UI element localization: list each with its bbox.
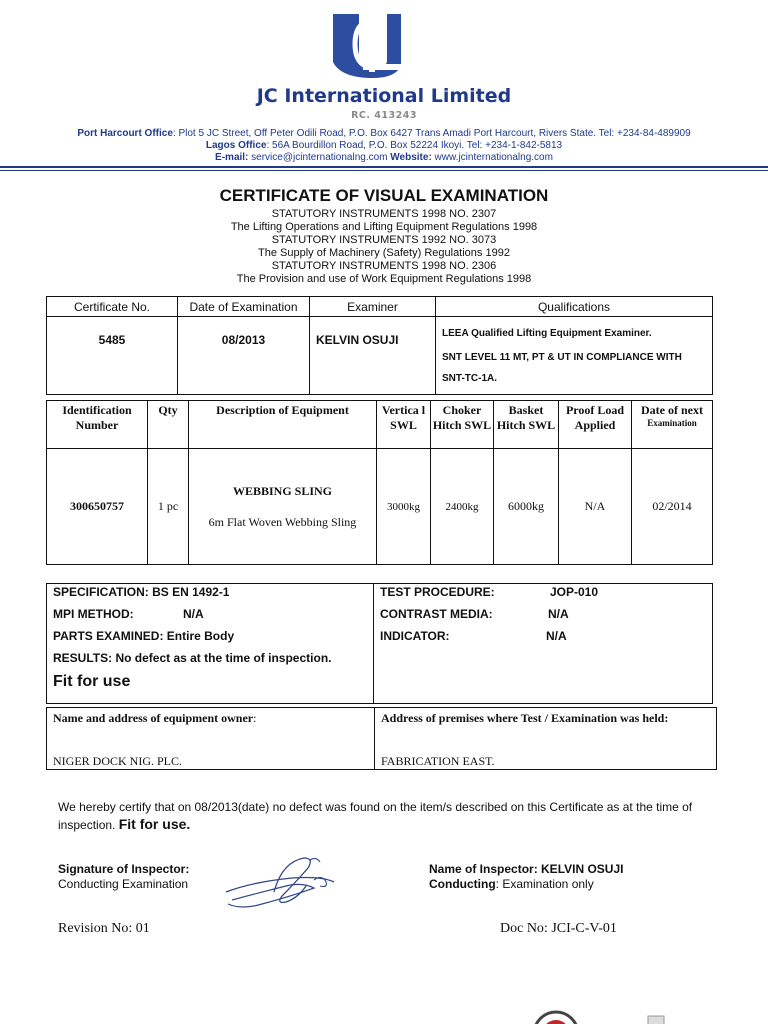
subtitle-line: STATUTORY INSTRUMENTS 1998 NO. 2307 (271, 208, 497, 220)
owner-label: Name and address of equipment owner: (53, 711, 257, 725)
header-proof-load: Proof Load Applied (559, 401, 632, 449)
subtitle-line: STATUTORY INSTRUMENTS 1998 NO. 2306 (271, 260, 497, 272)
port-harcourt-address: Port Harcourt Office: Plot 5 JC Street, Off Peter Odili Road, P.O. Box 6427 Trans Amadi Port Harcourt, Rivers State. Tel: +234-84-489909 (77, 128, 691, 139)
lagos-address: Lagos Office: 56A Bourdillon Road, P.O. Box 52224 Ikoyi. Tel: +234-1-842-5813 (205, 140, 563, 151)
subtitle-line: STATUTORY INSTRUMENTS 1992 NO. 3073 (271, 234, 497, 246)
indicator-label: INDICATOR: (380, 629, 450, 643)
header-description: Description of Equipment (189, 401, 377, 449)
description-value: WEBBING SLING 6m Flat Woven Webbing Sling (189, 449, 377, 565)
owner-cell (47, 708, 375, 770)
results: RESULTS: No defect as at the time of inspection. (53, 651, 332, 665)
certificate-info-table (46, 296, 713, 395)
vertical-swl-value: 3000kg (377, 449, 431, 565)
cert-no-value: 5485 (47, 317, 178, 395)
accreditation-seal (532, 1010, 580, 1024)
premises-value: FABRICATION EAST. (381, 754, 495, 768)
header-qualifications: Qualifications (436, 297, 713, 317)
parts-examined: PARTS EXAMINED: Entire Body (53, 629, 235, 643)
header-qty: Qty (148, 401, 189, 449)
inspector-name-block: Name of Inspector: KELVIN OSUJI Conducting: Examination only (429, 862, 624, 891)
test-procedure-label: TEST PROCEDURE: (380, 585, 495, 599)
subtitle-line: The Supply of Machinery (Safety) Regulations 1992 (258, 247, 510, 259)
identification-value: 300650757 (47, 449, 148, 565)
specification-box (46, 583, 713, 704)
header-date: Date of Examination (178, 297, 310, 317)
owner-premises-box (46, 707, 717, 770)
header-vertical-swl: Vertica l SWL (377, 401, 431, 449)
registration-number: RC. 413243 (351, 110, 417, 121)
spec-right (374, 584, 713, 704)
mpi-method-value: N/A (183, 607, 204, 621)
choker-swl-value: 2400kg (431, 449, 494, 565)
certification-mark (645, 1012, 667, 1024)
certificate-title: CERTIFICATE OF VISUAL EXAMINATION (219, 186, 549, 205)
signature-label-block: Signature of Inspector: Conducting Examination (58, 862, 190, 891)
mpi-method-label: MPI METHOD: (53, 607, 134, 621)
specification: SPECIFICATION: BS EN 1492-1 (53, 585, 230, 599)
equipment-table (46, 400, 713, 565)
qualifications-value: LEEA Qualified Lifting Equipment Examiner. SNT LEVEL 11 MT, PT & UT IN COMPLIANCE WITH SNT-TC-1A. (436, 317, 713, 395)
spec-left (47, 584, 374, 704)
header-divider (0, 166, 768, 168)
test-procedure-value: JOP-010 (550, 585, 599, 599)
contrast-media-value: N/A (548, 607, 569, 621)
contact-line: E-mail: service@jcinternationalng.com Website: www.jcinternationalng.com (215, 152, 553, 163)
next-exam-value: 02/2014 (632, 449, 713, 565)
company-name: JC International Limited (256, 85, 512, 107)
date-value: 08/2013 (178, 317, 310, 395)
contrast-media-label: CONTRAST MEDIA: (380, 607, 493, 621)
owner-value: NIGER DOCK NIG. PLC. (53, 754, 182, 768)
header-basket-swl: Basket Hitch SWL (494, 401, 559, 449)
header-divider-thin (0, 170, 768, 171)
header-choker-swl: Choker Hitch SWL (431, 401, 494, 449)
fit-for-use: Fit for use (53, 673, 131, 690)
header-examiner: Examiner (310, 297, 436, 317)
qty-value: 1 pc (148, 449, 189, 565)
inspector-signature (222, 852, 342, 914)
subtitle-line: The Lifting Operations and Lifting Equipment Regulations 1998 (230, 221, 538, 233)
header-cert-no: Certificate No. (47, 297, 178, 317)
document-number: Doc No: JCI-C-V-01 (500, 921, 617, 936)
indicator-value: N/A (546, 629, 567, 643)
certification-statement: We hereby certify that on 08/2013(date) no defect was found on the item/s described on this Certificate as at the time of inspection. Fit for use. (58, 800, 693, 832)
revision-number: Revision No: 01 (58, 921, 150, 936)
examiner-value: KELVIN OSUJI (310, 317, 436, 395)
premises-cell (375, 708, 717, 770)
company-logo (331, 12, 403, 80)
basket-swl-value: 6000kg (494, 449, 559, 565)
premises-label: Address of premises where Test / Examination was held: (381, 711, 669, 725)
proof-load-value: N/A (559, 449, 632, 565)
subtitle-line: The Provision and use of Work Equipment Regulations 1998 (236, 273, 532, 285)
header-next-exam: Date of next Examination (632, 401, 713, 449)
header-identification: Identification Number (47, 401, 148, 449)
